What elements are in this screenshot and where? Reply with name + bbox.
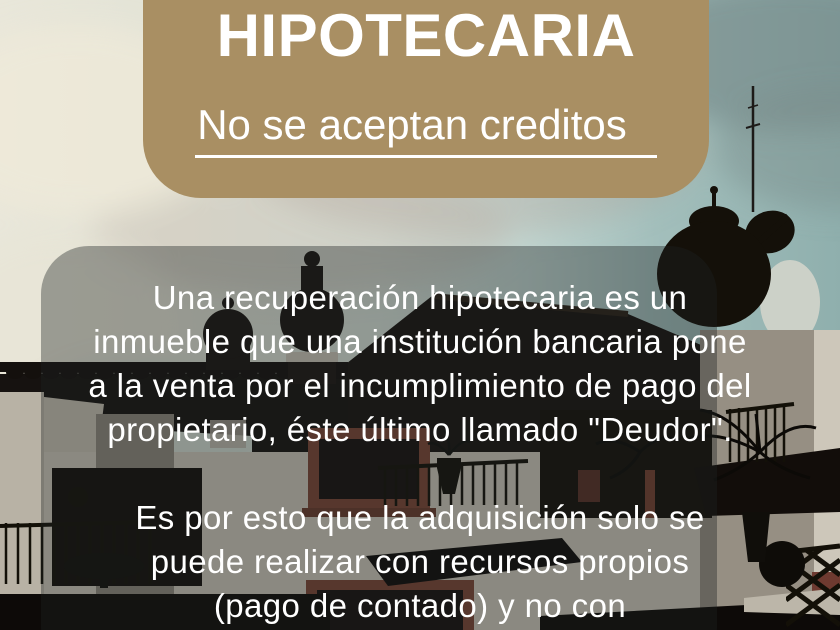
paragraph-definition — [0, 276, 840, 452]
body-line: propietario, éste último llamado "Deudor". — [107, 411, 733, 448]
body-line: a la venta por el incumplimiento de pago del — [88, 367, 752, 404]
page-title: HIPOTECARIA — [216, 2, 636, 69]
no-credits-subtitle: No se aceptan creditos — [195, 104, 657, 158]
paragraph-purchase-terms — [0, 496, 840, 628]
headline-banner — [143, 0, 709, 198]
body-line: Es por esto que la adquisición solo se — [135, 499, 705, 536]
body-copy — [0, 276, 840, 628]
subtitle-wrap — [143, 101, 709, 158]
body-line: puede realizar con recursos propios — [150, 543, 690, 580]
body-line: (pago de contado) y no con — [213, 587, 627, 624]
body-line: inmueble que una institución bancaria pone — [93, 323, 747, 360]
body-line: Una recuperación hipotecaria es un — [152, 279, 688, 316]
